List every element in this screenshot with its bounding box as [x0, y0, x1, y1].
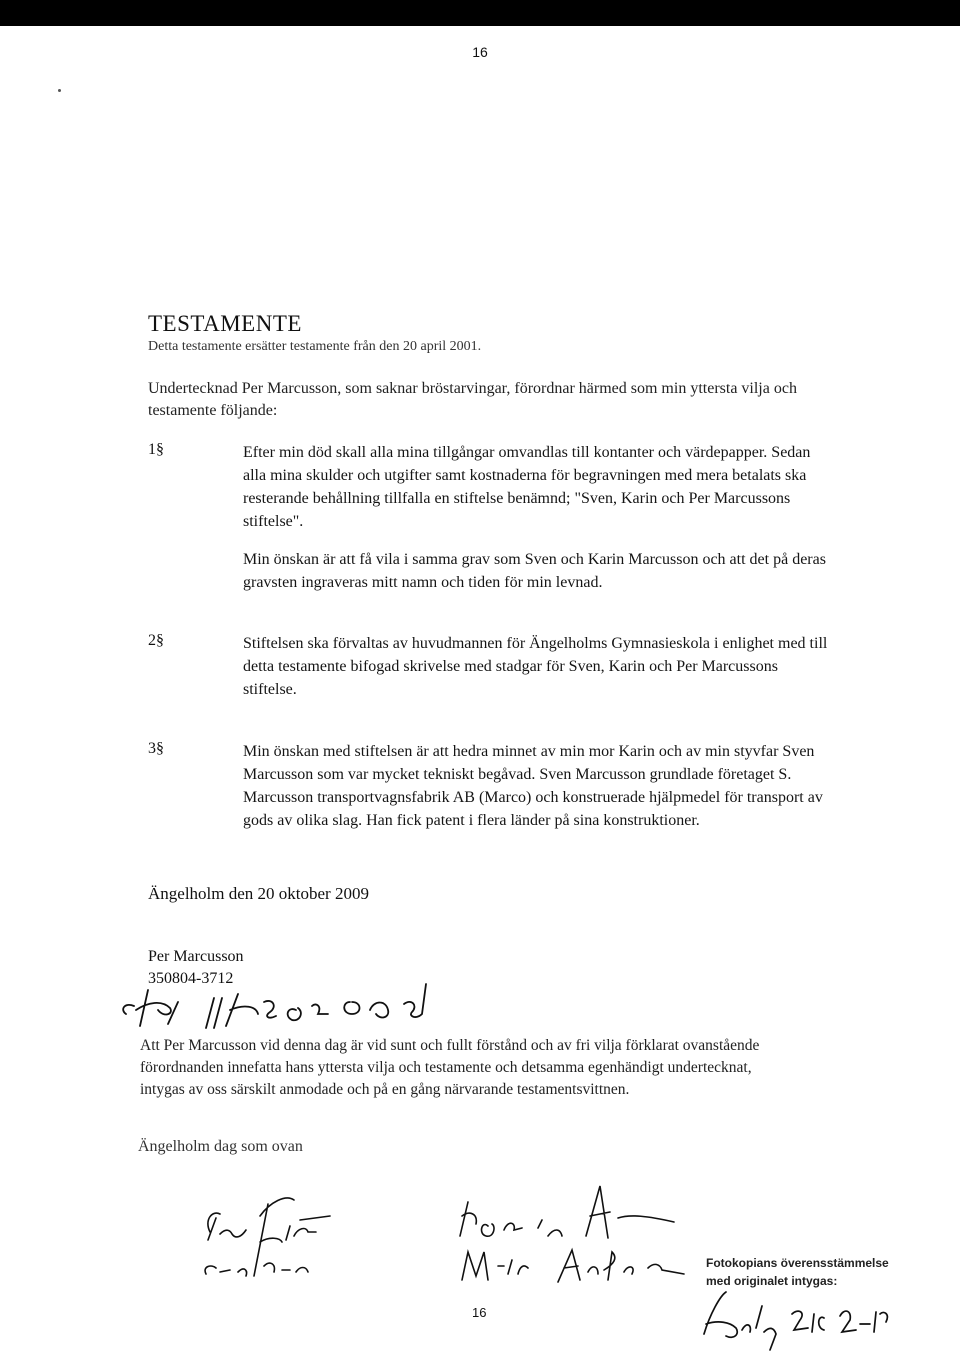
- witness-2-signature: [448, 1180, 688, 1290]
- witness-place-date: Ängelholm dag som ovan: [138, 1138, 303, 1155]
- intro-paragraph: Undertecknad Per Marcusson, som saknar bröstarvingar, förordnar härmed som min yttersta vilja och testamente följande:: [148, 380, 797, 419]
- top-black-bar: [0, 0, 960, 26]
- section-3-paragraph-1: Min önskan med stiftelsen är att hedra minnet av min mor Karin och av min styvfar Sven Marcusson som var mycket tekniskt begåvad. Sven Marcusson grundlade företaget S. Marcusson transportvagnsfabrik AB (Marco) och konstruerade hjälpmedel för transport av gods av olika slag. Han fick patent i flera länder på sina konstruktioner.: [243, 743, 823, 829]
- place-date: Ängelholm den 20 oktober 2009: [148, 884, 369, 903]
- signer-name: Per Marcusson: [148, 948, 244, 965]
- section-number-3: 3§: [148, 740, 164, 757]
- stamp-line-2: med originalet intygas:: [706, 1274, 838, 1288]
- witness-1-signature: [190, 1180, 350, 1290]
- attestation-paragraph: Att Per Marcusson vid denna dag är vid sunt och fullt förstånd och av fri vilja förklarat ovanstående förordnanden innefatta hans yttersta vilja och testamente och detsamma egenhändigt undertecknat, intygas av oss särskilt anmodade och på en gång närvarande testamentsvittnen.: [140, 1037, 760, 1098]
- testator-signature: [118, 980, 498, 1040]
- document-subtitle: Detta testamente ersätter testamente från den 20 april 2001.: [148, 339, 482, 354]
- section-number-2: 2§: [148, 632, 164, 649]
- section-number-1: 1§: [148, 441, 164, 458]
- page-number-bottom: 16: [472, 1305, 487, 1320]
- section-1-paragraph-2: Min önskan är att få vila i samma grav som Sven och Karin Marcusson och att det på deras gravsten ingraveras mitt namn och tiden för min levnad.: [243, 551, 826, 591]
- page-number-top: 16: [472, 44, 488, 60]
- section-1-paragraph-1: Efter min död skall alla mina tillgångar omvandlas till kontanter och värdepapper. Sedan alla mina skulder och utgifter samt kostnaderna för begravningen med mera betalats ska resterande behållning tillfalla en stiftelse benämnd; "Sven, Karin och Per Marcussons stiftelse".: [243, 444, 811, 530]
- signer-id: 350804-3712: [148, 970, 234, 987]
- stamp-signature-date: [690, 1284, 890, 1350]
- scan-speck: [58, 89, 61, 92]
- section-2-paragraph-1: Stiftelsen ska förvaltas av huvudmannen för Ängelholms Gymnasieskola i enlighet med till detta testamente bifogad skrivelse med stadgar för Sven, Karin och Per Marcussons stiftelse.: [243, 635, 828, 698]
- stamp-line-1: Fotokopians överensstämmelse: [706, 1256, 889, 1270]
- document-title: TESTAMENTE: [148, 311, 302, 336]
